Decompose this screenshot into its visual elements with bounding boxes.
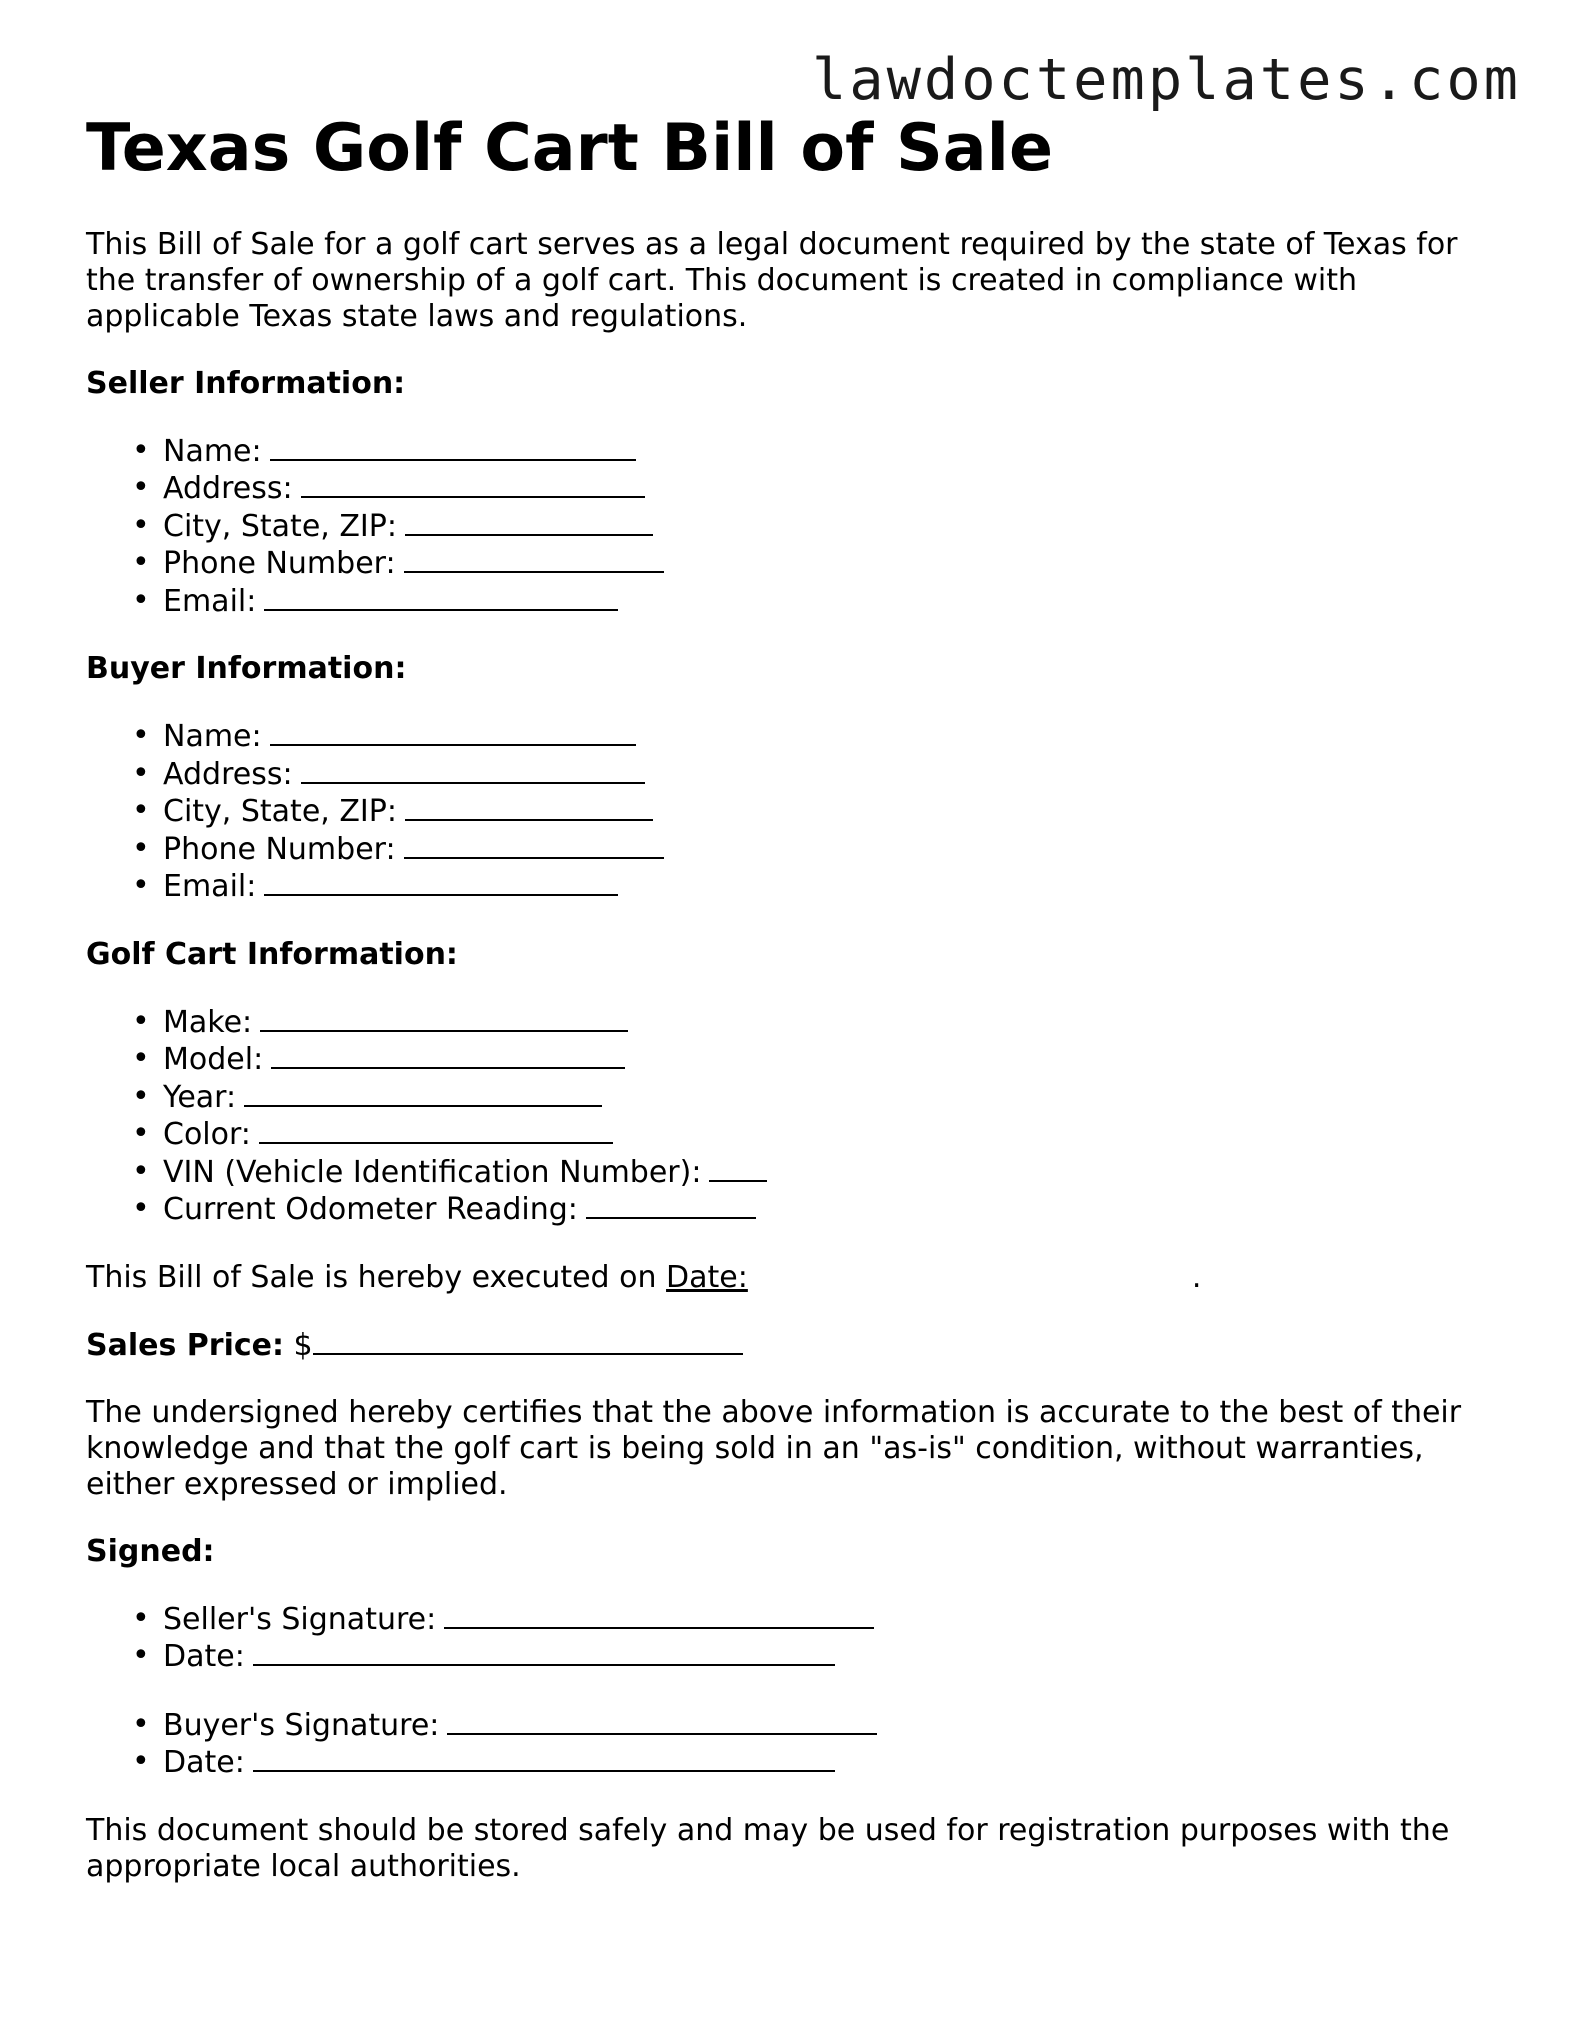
execution-date-field[interactable]: Date: [666, 1259, 748, 1295]
seller-name-field[interactable]: • Name: [163, 433, 1506, 471]
seller-address-field[interactable]: • Address: [163, 470, 1506, 508]
sales-price-line: Sales Price: $ [86, 1327, 1506, 1364]
blank-line [270, 718, 636, 746]
cart-vin-field[interactable]: • VIN (Vehicle Identification Number): [163, 1154, 1506, 1192]
buyer-phone-field[interactable]: • Phone Number: [163, 831, 1506, 869]
blank-line [244, 1079, 602, 1107]
buyer-signature-block [86, 1707, 1506, 1782]
blank-line [405, 793, 653, 821]
document-title: Texas Golf Cart Bill of Sale [86, 111, 1054, 186]
blank-line [447, 1707, 877, 1735]
seller-signature-block [86, 1601, 1506, 1676]
cart-model-field[interactable]: • Model: [163, 1041, 1506, 1079]
seller-date-field[interactable]: • Date: [163, 1638, 1506, 1676]
sales-price-label: Sales Price: [86, 1327, 284, 1363]
blank-line [586, 1191, 756, 1219]
site-watermark: lawdoctemplates.com [811, 47, 1521, 113]
seller-heading: Seller Information: [86, 365, 406, 401]
cart-color-field[interactable]: • Color: [163, 1116, 1506, 1154]
blank-line [301, 756, 645, 784]
sales-price-field[interactable] [313, 1327, 743, 1355]
buyer-date-field[interactable]: • Date: [163, 1744, 1506, 1782]
seller-signature-field[interactable]: • Seller's Signature: [163, 1601, 1506, 1639]
blank-line [270, 433, 636, 461]
cart-make-field[interactable]: • Make: [163, 1004, 1506, 1042]
blank-line [709, 1154, 767, 1182]
buyer-signature-field[interactable]: • Buyer's Signature: [163, 1707, 1506, 1745]
seller-email-field[interactable]: • Email: [163, 583, 1506, 621]
blank-line [405, 508, 653, 536]
seller-phone-field[interactable]: • Phone Number: [163, 545, 1506, 583]
intro-paragraph: This Bill of Sale for a golf cart serves as a legal document required by the state of Texas for the transfer of ownership of a golf cart. This document is created in compliance with applicable Texas state laws and regulations. [86, 226, 1458, 334]
document-page [86, 112, 1506, 1885]
cart-heading: Golf Cart Information: [86, 936, 458, 972]
blank-line [444, 1601, 874, 1629]
blank-line [253, 1744, 835, 1772]
signed-heading: Signed: [86, 1533, 215, 1569]
cart-odometer-field[interactable]: • Current Odometer Reading: [163, 1191, 1506, 1229]
blank-line [404, 545, 664, 573]
buyer-heading: Buyer Information: [86, 651, 407, 687]
closing-paragraph: This document should be stored safely and may be used for registration purposes with the appropriate local authorities. [86, 1812, 1450, 1884]
blank-line [253, 1638, 835, 1666]
buyer-address-field[interactable]: • Address: [163, 756, 1506, 794]
buyer-fields [86, 718, 1506, 906]
cart-year-field[interactable]: • Year: [163, 1079, 1506, 1117]
cart-fields [86, 1004, 1506, 1229]
seller-fields [86, 433, 1506, 621]
blank-line [259, 1116, 613, 1144]
buyer-name-field[interactable]: • Name: [163, 718, 1506, 756]
buyer-city-state-zip-field[interactable]: • City, State, ZIP: [163, 793, 1506, 831]
blank-line [264, 868, 618, 896]
blank-line [404, 831, 664, 859]
blank-line [301, 470, 645, 498]
seller-city-state-zip-field[interactable]: • City, State, ZIP: [163, 508, 1506, 546]
execution-line: This Bill of Sale is hereby executed on Date: . [86, 1259, 1202, 1295]
blank-line [271, 1041, 625, 1069]
blank-line [264, 583, 618, 611]
blank-line [260, 1004, 628, 1032]
certification-paragraph: The undersigned hereby certifies that the above information is accurate to the best of their knowledge and that the golf cart is being sold in an "as-is" condition, without warranties, either expressed or implied. [86, 1394, 1462, 1502]
buyer-email-field[interactable]: • Email: [163, 868, 1506, 906]
